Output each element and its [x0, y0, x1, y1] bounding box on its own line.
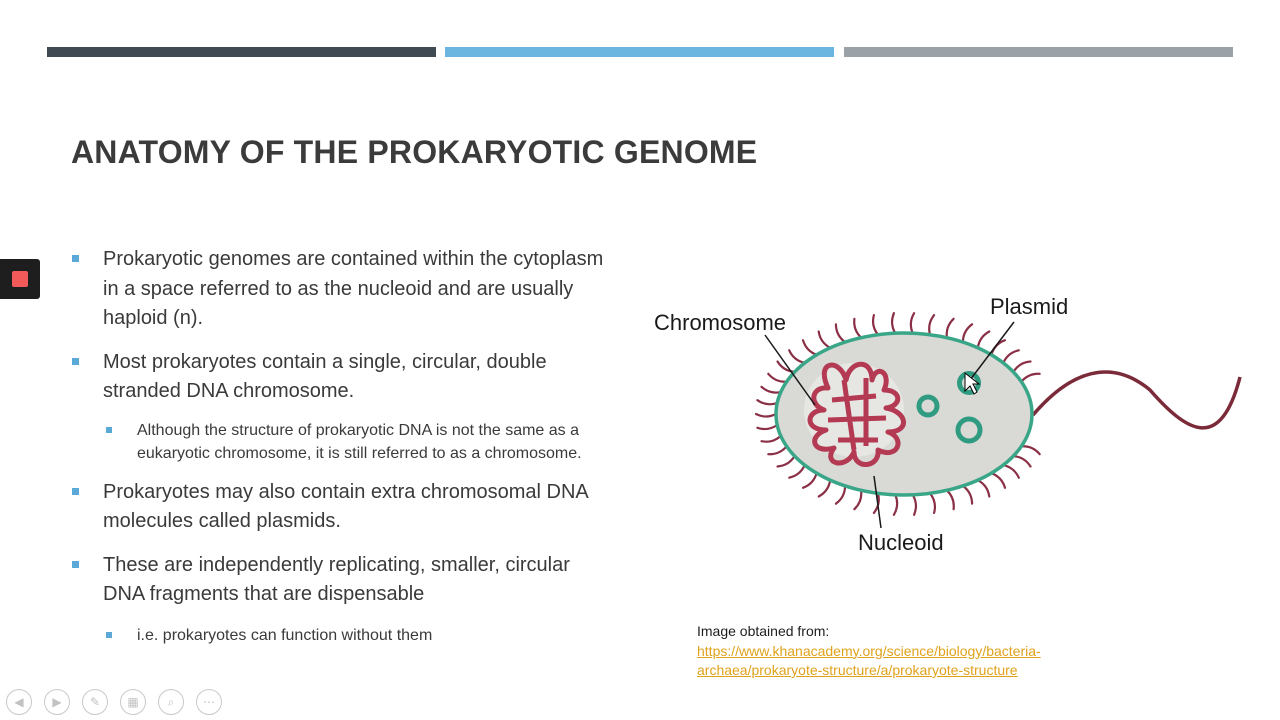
pilus [1021, 446, 1039, 454]
bullet-item: Most prokaryotes contain a single, circular, double stranded DNA chromosome. [72, 348, 612, 407]
pilus [930, 493, 935, 513]
source-link-line[interactable]: https://www.khanacademy.org/science/biology/bacteria- [697, 642, 1041, 659]
pilus [929, 315, 934, 335]
plasmid-label: Plasmid [990, 294, 1069, 319]
pilus [789, 350, 805, 363]
pilus [911, 313, 914, 333]
pilus [819, 332, 831, 348]
image-credit [697, 622, 1041, 681]
slide-title: ANATOMY OF THE PROKARYOTIC GENOME [71, 134, 758, 170]
pilus [762, 436, 781, 442]
pilus [778, 456, 795, 466]
pilus [873, 315, 878, 335]
bullet-item: Prokaryotes may also contain extra chromosomal DNA molecules called plasmids. [72, 478, 612, 537]
pilus [803, 473, 817, 488]
zoom-icon: ⌕ [167, 694, 175, 709]
source-link[interactable] [697, 642, 1041, 681]
pen-icon: ✎ [89, 695, 101, 709]
header-bar-dark [47, 47, 436, 57]
pilus [991, 473, 1005, 488]
pilus [803, 340, 817, 355]
next-slide-button[interactable] [44, 689, 70, 715]
source-link-line[interactable]: archaea/prokaryote-structure/a/prokaryote-structure [697, 662, 1018, 678]
more-options-icon: ⋯ [203, 695, 215, 709]
pilus [836, 486, 845, 504]
see-all-slides-button[interactable] [120, 689, 146, 715]
sub-bullet-item: i.e. prokaryotes can function without them [106, 624, 612, 647]
pilus [836, 324, 845, 342]
pilus [854, 319, 861, 338]
pilus [913, 495, 916, 515]
previous-slide-button[interactable] [6, 689, 32, 715]
sub-bullet-item: Although the structure of prokaryotic DNA is not the same as a eukaryotic chromosome, it is still referred to as a chromosome. [106, 419, 612, 465]
pilus [819, 480, 831, 496]
chromosome-label: Chromosome [654, 310, 787, 335]
pilus [963, 486, 972, 504]
prokaryote-diagram [640, 280, 1260, 570]
arrow-right-icon: ▶ [52, 695, 62, 709]
pilus [894, 495, 897, 515]
pilus [768, 446, 786, 454]
pilus [757, 425, 777, 429]
pilus [1021, 374, 1039, 382]
pilus [978, 480, 990, 496]
bullet-list [72, 245, 612, 647]
bullet-item: Prokaryotic genomes are contained within the cytoplasm in a space referred to as the nucleoid and are usually haploid (n). [72, 245, 612, 334]
stop-recording-button[interactable] [0, 259, 40, 299]
bullet-item: These are independently replicating, smaller, circular DNA fragments that are dispensable [72, 551, 612, 610]
header-bar-blue [445, 47, 834, 57]
pilus [1003, 465, 1019, 478]
pilus [789, 465, 805, 478]
zoom-button[interactable] [158, 689, 184, 715]
pilus [947, 490, 954, 509]
pilus [756, 414, 776, 417]
pilus [757, 400, 777, 404]
pilus [762, 387, 781, 393]
arrow-left-icon: ◀ [14, 695, 24, 709]
stop-record-icon [12, 271, 28, 287]
pilus [978, 332, 990, 348]
pilus [854, 490, 861, 509]
slides-grid-icon: ▦ [127, 695, 139, 709]
pilus [1003, 350, 1019, 363]
pilus [947, 319, 954, 338]
header-bar-gray [844, 47, 1233, 57]
pilus [1013, 456, 1030, 466]
nucleoid-label: Nucleoid [858, 530, 944, 555]
credit-text: Image obtained from: [697, 623, 830, 639]
flagellum [1033, 372, 1240, 428]
pilus [768, 374, 786, 382]
pilus [963, 324, 972, 342]
pilus [1013, 362, 1030, 372]
pilus [778, 362, 795, 372]
pen-tool-button[interactable] [82, 689, 108, 715]
pilus [892, 313, 895, 333]
more-options-button[interactable] [196, 689, 222, 715]
